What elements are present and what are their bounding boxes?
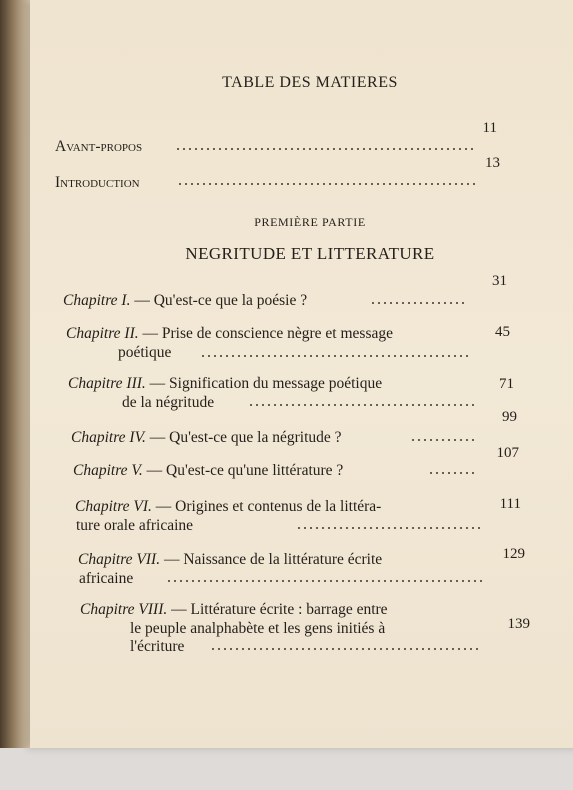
chapter-title-line: — Origines et contenus de la littéra-: [155, 498, 382, 515]
toc-entry-page-avant-propos: 11: [482, 120, 497, 136]
chapter-number: Chapitre II.: [66, 325, 139, 342]
chapter-entry-7: [78, 549, 382, 570]
dot-leader: [296, 527, 482, 529]
chapter-entry-5: [73, 460, 343, 481]
chapter-title-continuation: ture orale africaine: [76, 517, 194, 534]
chapter-number: Chapitre III.: [68, 375, 146, 392]
dot-leader: [428, 472, 478, 474]
chapter-title-line: — Littérature écrite : barrage entre: [171, 601, 388, 618]
chapter-page: 111: [499, 496, 521, 512]
toc-entry-page-introduction: 13: [485, 155, 500, 171]
chapter-title-line: — Qu'est-ce que la poésie ?: [134, 292, 308, 309]
part-title: NEGRITUDE ET LITTERATURE: [185, 244, 435, 263]
chapter-title-continuation: le peuple analphabète et les gens initiés à: [130, 620, 386, 637]
dot-leader: [210, 648, 480, 650]
dot-leader: [177, 183, 477, 185]
chapter-entry-1: [63, 290, 307, 311]
chapter-title-continuation: poétique: [118, 344, 172, 361]
chapter-entry-8: [80, 599, 388, 620]
dot-leader: [248, 404, 474, 406]
chapter-entry-3: [68, 373, 382, 394]
background-surface: [0, 748, 573, 790]
chapter-number: Chapitre VIII.: [80, 601, 168, 618]
chapter-number: Chapitre V.: [73, 462, 143, 479]
toc-entry-label-introduction: Introduction: [55, 174, 140, 191]
chapter-page: 99: [502, 409, 517, 425]
chapter-number: Chapitre IV.: [71, 429, 146, 446]
page-title: TABLE DES MATIERES: [222, 74, 398, 91]
book-page: [30, 0, 573, 748]
chapter-page: 129: [502, 546, 525, 562]
chapter-entry-6: [75, 496, 381, 517]
part-label: PREMIÈRE PARTIE: [254, 215, 366, 229]
dot-leader: [370, 302, 466, 304]
toc-entry-label-avant-propos: Avant-propos: [55, 138, 143, 155]
chapter-number: Chapitre VII.: [78, 551, 161, 568]
chapter-page: 31: [492, 273, 507, 289]
chapter-title-line: — Qu'est-ce qu'une littérature ?: [146, 462, 344, 479]
chapter-title-line: — Qu'est-ce que la négritude ?: [149, 429, 342, 446]
chapter-number: Chapitre I.: [63, 292, 131, 309]
chapter-title-continuation: de la négritude: [122, 394, 215, 411]
dot-leader: [200, 355, 470, 357]
chapter-number: Chapitre VI.: [75, 498, 152, 515]
chapter-page: 107: [496, 445, 519, 461]
dot-leader: [410, 439, 476, 441]
chapter-entry-2: [66, 323, 393, 344]
chapter-title-line: — Signification du message poétique: [149, 375, 383, 392]
chapter-title-continuation: africaine: [79, 570, 134, 587]
chapter-title-line: — Prise de conscience nègre et message: [142, 325, 393, 342]
dot-leader: [175, 148, 475, 150]
dot-leader: [166, 580, 484, 582]
chapter-entry-4: [71, 427, 342, 448]
chapter-page: 139: [507, 616, 530, 632]
chapter-page: 45: [495, 324, 510, 340]
chapter-title-continuation: l'écriture: [130, 638, 185, 655]
chapter-title-line: — Naissance de la littérature écrite: [163, 551, 383, 568]
book-spine-edge: [0, 0, 30, 790]
chapter-page: 71: [499, 376, 514, 392]
